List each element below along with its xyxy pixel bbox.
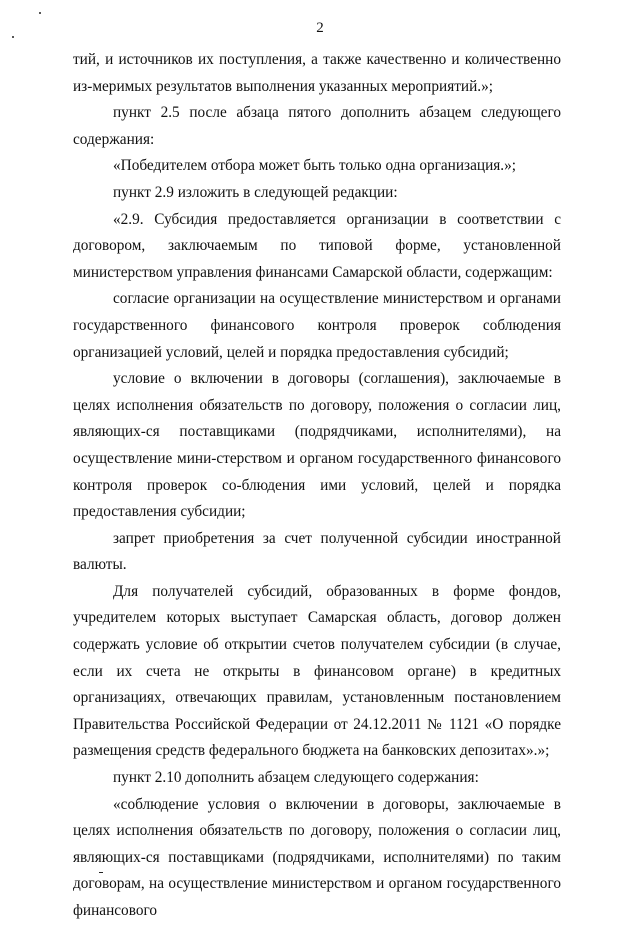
paragraph: «Победителем отбора может быть только одна организация.»; bbox=[113, 157, 517, 175]
paragraph: запрет приобретения за счет полученной субсидии иностранной валюты. bbox=[73, 529, 561, 574]
paragraph: тий, и источников их поступления, а также качественно и количественно из-меримых результатов выполнения указанных мероприятий.»; bbox=[73, 51, 561, 95]
paragraph: пункт 2.10 дополнить абзацем следующего содержания: bbox=[113, 769, 479, 787]
paragraph: пункт 2.9 изложить в следующей редакции: bbox=[113, 183, 398, 201]
scan-speck bbox=[99, 872, 103, 873]
paragraph: пункт 2.5 после абзаца пятого дополнить абзацем следующего содержания: bbox=[73, 104, 561, 148]
scan-speck bbox=[39, 12, 41, 14]
paragraph: «соблюдение условия о включении в договоры, заключаемые в целях исполнения обязательств по договору, положения о согласии лиц, являющих-ся поставщиками (подрядчиками, исполнителями) по таким договорам, на осуществление министерством и органом государственного финансового bbox=[73, 795, 561, 919]
paragraph: условие о включении в договоры (соглашения), заключаемые в целях исполнения обязательств по договору, положения о согласии лиц, являющих-ся поставщиками (подрядчиками, исполнителями), на осуществление мини-стерством и органом государственного финансового контроля проверок со-блюдения ими условий, целей и порядка предоставления субсидии; bbox=[73, 370, 561, 521]
document-body bbox=[73, 47, 561, 925]
scan-speck bbox=[12, 36, 14, 38]
page-number: 2 bbox=[316, 20, 324, 36]
paragraph: Для получателей субсидий, образованных в форме фондов, учредителем которых выступает Самарская область, договор должен содержать условие об открытии счетов получателем субсидии (в случае, если их счета не открыты в финансовом органе) в кредитных организациях, отвечающих правилам, установленным постановлением Правительства Российской Федерации от 24.12.2011 № 1121 «О порядке размещения средств федерального бюджета на банковских депозитах».»; bbox=[73, 582, 561, 760]
paragraph: согласие организации на осуществление министерством и органами государственного финансового контроля проверок соблюдения организацией условий, целей и порядка предоставления субсидий; bbox=[73, 290, 561, 361]
paragraph: «2.9. Субсидия предоставляется организации в соответствии с договором, заключаемым по типовой форме, установленной министерством управления финансами Самарской области, содержащим: bbox=[73, 210, 561, 281]
